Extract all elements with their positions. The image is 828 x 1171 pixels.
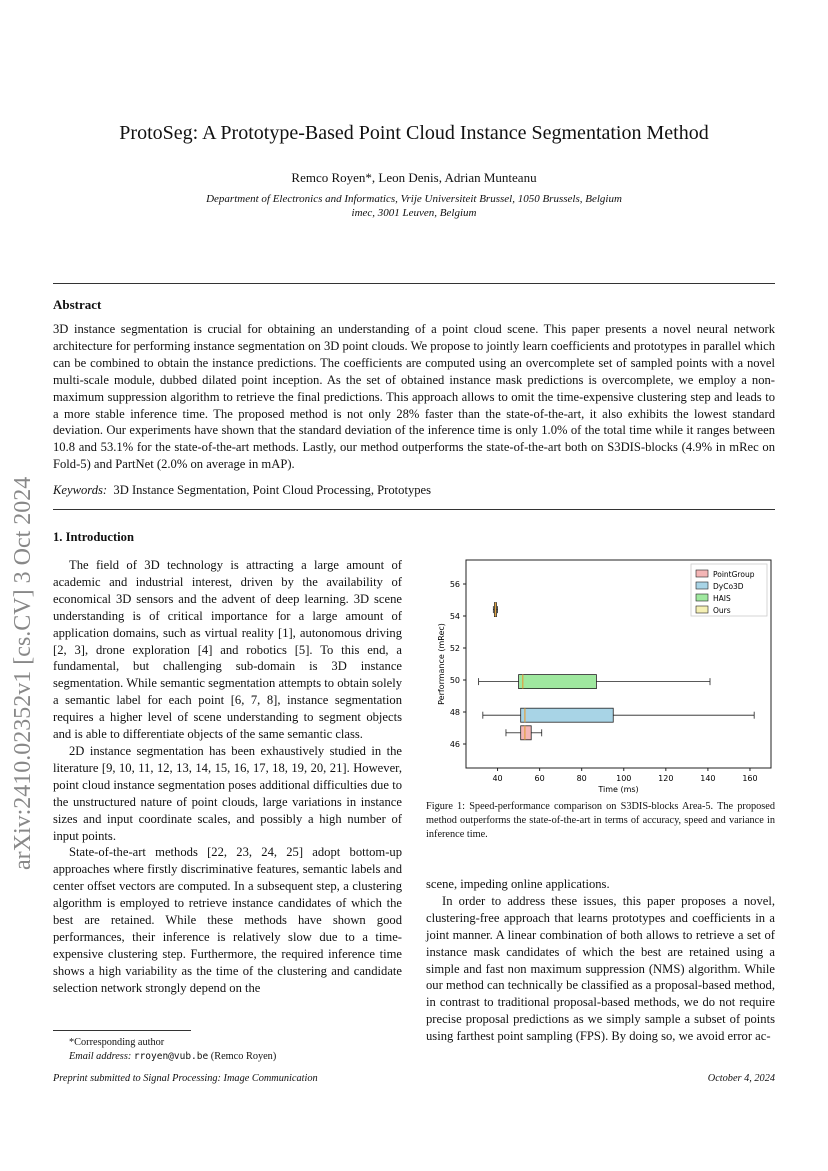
legend-swatch — [696, 570, 708, 577]
affiliations — [0, 192, 828, 220]
arxiv-id: arXiv:2410.02352v1 [cs.CV] 3 Oct 2024 — [10, 476, 36, 870]
figure-1-chart — [426, 556, 775, 794]
intro-paragraph-4: scene, impeding online applications. — [426, 877, 610, 891]
box-dyco3d — [483, 708, 754, 722]
y-tick-label: 54 — [449, 612, 460, 621]
intro-paragraph-2: 2D instance segmentation has been exhaustively studied in the literature [9, 10, 11, 12, 13, 14, 15, 16, 17, 18, 19, 20, 21]. However, point cloud instance segmentation poses additional difficulties due to the unstructured nature of point clouds, large variations in instance sizes and input coordinate scales, and possibly a high number of input points. — [53, 743, 402, 843]
y-axis-label: Performance (mRec) — [437, 623, 446, 705]
legend-label: DyCo3D — [713, 582, 744, 591]
intro-paragraph-1: The field of 3D technology is attracting a large amount of academic and industrial interest, driven by the availability of economical 3D sensors and the advent of deep learning. 3D scene understanding is of critical importance for a large amount of application domains, such as virtual reality [1], autonomous driving [2, 3], drone exploration [4] and robotics [5]. To this end, a fundamental, but challenging sub-domain is 3D instance segmentation. While semantic segmentation attempts to obtain solely a semantic label for each point [6, 7, 8], instance segmentation requires a higher level of scene understanding to segment objects and is able to differentiate objects of the same semantic class. — [53, 558, 402, 742]
figure-caption: Figure 1: Speed-performance comparison on S3DIS-blocks Area-5. The proposed method outperforms the state-of-the-art in terms of accuracy, speed and variance in inference time. — [426, 801, 775, 840]
x-tick-label: 40 — [492, 774, 503, 783]
abstract-heading: Abstract — [53, 297, 102, 312]
keywords-text: 3D Instance Segmentation, Point Cloud Processing, Prototypes — [113, 483, 432, 497]
bottom-divider — [53, 509, 775, 510]
affiliation-2: imec, 3001 Leuven, Belgium — [351, 207, 477, 219]
email-owner: (Remco Royen) — [210, 1051, 277, 1062]
x-tick-label: 160 — [742, 774, 758, 783]
legend-swatch — [696, 594, 708, 601]
x-tick-label: 60 — [534, 774, 545, 783]
left-column — [53, 557, 402, 997]
y-tick-label: 56 — [449, 580, 460, 589]
email-address[interactable]: rroyen@vub.be — [133, 1051, 209, 1062]
y-tick-label: 52 — [449, 644, 460, 653]
legend-swatch — [696, 606, 708, 613]
y-tick-label: 46 — [449, 740, 460, 749]
intro-paragraph-3: State-of-the-art methods [22, 23, 24, 25] adopt bottom-up approaches where firstly discriminative features, semantic labels and center offset vectors are computed. In a subsequent step, a clustering algorithm is employed to retrieve instance candidates of which the best are retained. While these methods have shown good performances, their inference is relatively slow due to a time-expensive clustering step. Furthermore, the required inference time shows a high variability as the time of the clustering and candidate selection network strongly depend on the — [53, 845, 402, 995]
y-tick-label: 48 — [449, 708, 460, 717]
x-tick-label: 100 — [616, 774, 632, 783]
keywords-label: Keywords: — [53, 483, 108, 497]
box-ours — [493, 603, 497, 617]
author-list: Remco Royen*, Leon Denis, Adrian Munteanu — [291, 170, 537, 185]
section-heading: 1. Introduction — [53, 530, 134, 544]
legend-label: PointGroup — [713, 570, 755, 579]
legend-swatch — [696, 582, 708, 589]
x-tick-label: 140 — [700, 774, 716, 783]
box-iqr — [521, 726, 532, 740]
box-hais — [479, 675, 710, 689]
keywords-line — [53, 483, 431, 498]
footnote-corresponding: *Corresponding author — [69, 1037, 165, 1048]
x-tick-label: 80 — [576, 774, 587, 783]
box-iqr — [521, 708, 614, 722]
x-tick-label: 120 — [658, 774, 674, 783]
y-tick-label: 50 — [449, 676, 460, 685]
right-column — [426, 876, 775, 1045]
legend-label: Ours — [713, 606, 731, 615]
intro-paragraph-5: In order to address these issues, this paper proposes a novel, clustering-free approach that learns prototypes and coefficients in a joint manner. A linear combination of both allows to retrieve a set of instance mask candidates of which the best are retained using a simple and fast non maximum suppression (NMS) algorithm. While our method can technically be classified as a proposal-based method, in contrast to traditional proposal-based methods, we do not require precise proposal predictions as we simply sample a subset of points using farthest point sampling (FPS). By doing so, we avoid error ac- — [426, 893, 775, 1044]
footer-date: October 4, 2024 — [707, 1073, 775, 1084]
footnote-email-line — [53, 1050, 402, 1064]
footnote — [53, 1036, 402, 1064]
footer-journal: Preprint submitted to Signal Processing: Image Communication — [53, 1073, 318, 1084]
x-axis-label: Time (ms) — [598, 785, 639, 794]
box-iqr — [519, 675, 597, 689]
legend-label: HAIS — [713, 594, 731, 603]
email-label: Email address: — [69, 1051, 132, 1062]
top-divider — [53, 283, 775, 284]
abstract-text: 3D instance segmentation is crucial for obtaining an understanding of a point cloud scene. This paper presents a novel neural network architecture for performing instance segmentation on 3D point clouds. We propose to jointly learn coefficients and prototypes in parallel which can be combined to obtain the instance predictions. The coefficients are computed using an overcomplete set of sampled points with a novel multi-scale module, dubbed dilated point inception. As the set of obtained instance mask predictions is overcomplete, we employ a non-maximum suppression algorithm to retrieve the final predictions. This approach allows to omit the time-expensive clustering step and leads to a more stable inference time. The proposed method is not only 28% faster than the state-of-the-art, it also exhibits the lowest standard deviation. Our experiments have shown that the standard deviation of the inference time is only 1.0% of the total time while it ranges between 10.8 and 53.1% for the state-of-the-art methods. Lastly, our method outperforms the state-of-the-art both on S3DIS-blocks (4.9% in mRec on Fold-5) and PartNet (2.0% on average in mAP). — [53, 322, 775, 472]
box-pointgroup — [506, 726, 542, 740]
affiliation-1: Department of Electronics and Informatics, Vrije Universiteit Brussel, 1050 Brussels, Belgium — [206, 193, 622, 205]
paper-title: ProtoSeg: A Prototype-Based Point Cloud Instance Segmentation Method — [119, 122, 709, 144]
footnote-divider — [53, 1030, 191, 1031]
